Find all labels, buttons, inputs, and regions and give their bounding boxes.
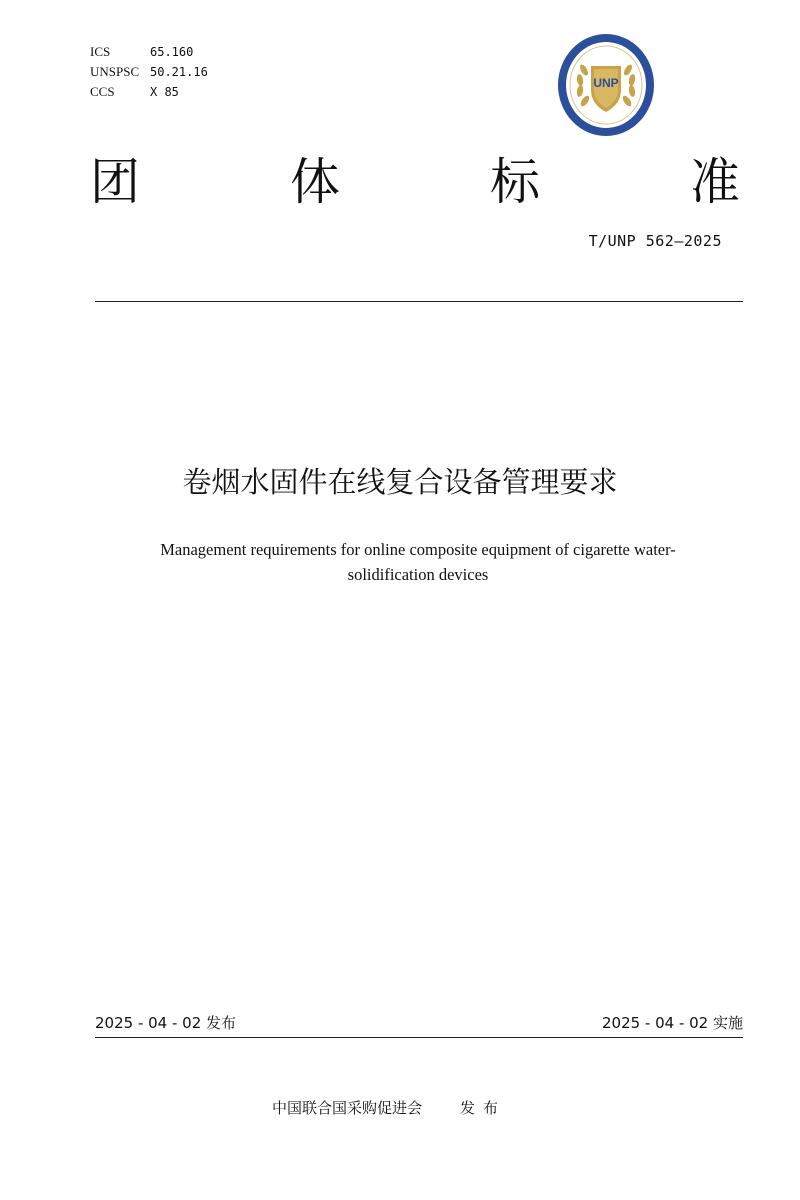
publisher-line bbox=[272, 1097, 506, 1119]
standard-type-char: 团 bbox=[90, 153, 140, 211]
implement-date: 2025 - 04 - 02 实施 bbox=[601, 1014, 743, 1032]
english-title-line: Management requirements for online composite equipment of cigarette water- bbox=[160, 540, 676, 559]
standard-type-char: 准 bbox=[690, 153, 740, 211]
english-title-line: solidification devices bbox=[347, 565, 489, 584]
date-row bbox=[95, 1012, 743, 1034]
classification-value: 65.160 bbox=[150, 45, 194, 59]
publisher-action: 发布 bbox=[460, 1099, 507, 1117]
publisher-name: 中国联合国采购促进会 bbox=[272, 1099, 423, 1117]
logo-text: UNP bbox=[593, 76, 619, 90]
classification-key: UNSPSC bbox=[90, 64, 140, 79]
document-title-chinese: 卷烟水固件在线复合设备管理要求 bbox=[182, 465, 618, 499]
classification-value: X 85 bbox=[150, 85, 179, 99]
classification-value: 50.21.16 bbox=[150, 65, 208, 79]
top-divider bbox=[95, 301, 743, 302]
document-title-english bbox=[120, 537, 716, 587]
classification-row bbox=[90, 62, 208, 82]
standard-type-char: 体 bbox=[290, 153, 340, 211]
publish-date: 2025 - 04 - 02 发布 bbox=[95, 1014, 237, 1032]
standard-type-heading bbox=[90, 150, 740, 214]
unp-logo bbox=[556, 32, 656, 138]
standard-type-char: 标 bbox=[490, 153, 540, 211]
classification-row bbox=[90, 82, 208, 102]
classification-key: CCS bbox=[90, 84, 115, 99]
classification-row bbox=[90, 42, 208, 62]
classification-key: ICS bbox=[90, 44, 111, 59]
bottom-divider bbox=[95, 1037, 743, 1038]
standard-number: T/UNP 562—2025 bbox=[588, 232, 722, 250]
classification-codes bbox=[90, 42, 208, 102]
